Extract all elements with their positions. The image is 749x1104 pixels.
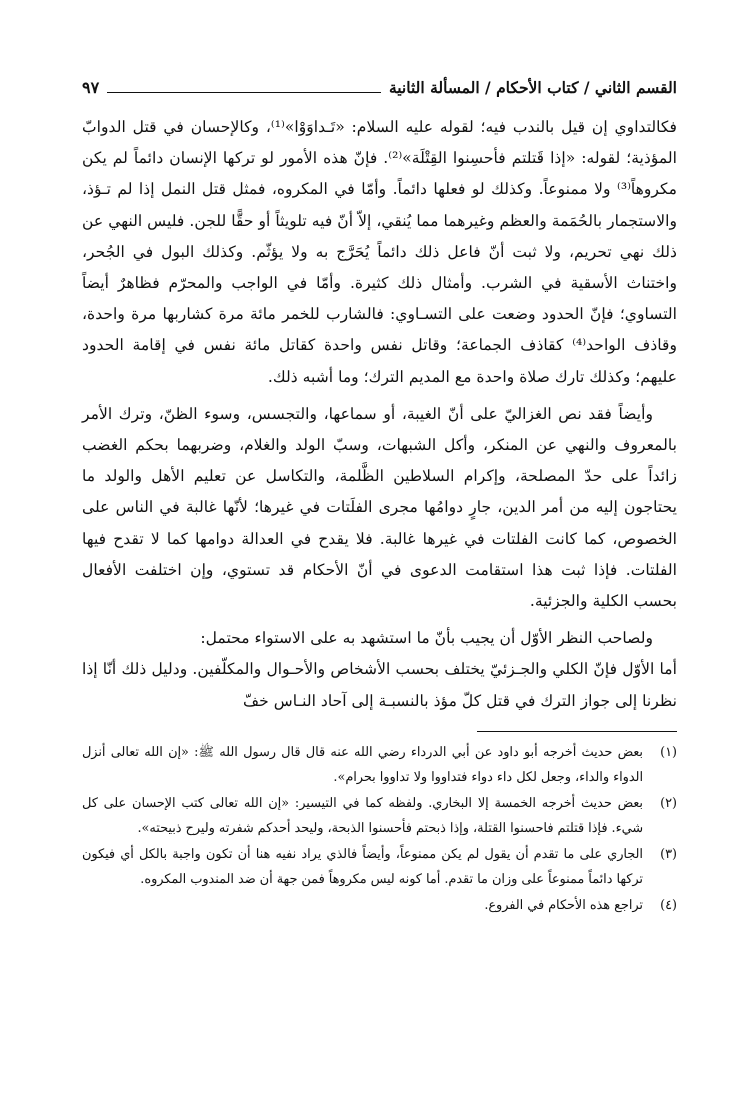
footnote-text: بعض حديث أخرجه أبو داود عن أبي الدرداء رضي الله عنه قال قال رسول الله ﷺ: «إن الله تعالى أنزل الدواء والداء، وجعل لكل داء دواء فتداووا ولا تداووا بحرام». xyxy=(82,744,643,786)
footnote-4 xyxy=(82,893,677,919)
footnote-number: (٢) xyxy=(660,795,677,811)
footnote-number: (١) xyxy=(660,744,677,760)
paragraph-3: ولصاحب النظر الأوّل أن يجيب بأنّ ما استشهد به على الاستواء محتمل: xyxy=(200,629,653,648)
footnote-separator xyxy=(477,731,677,732)
book-page xyxy=(82,74,677,918)
footnote-3 xyxy=(82,842,677,893)
footnotes xyxy=(82,740,677,919)
running-header xyxy=(82,74,677,100)
paragraph-4: أما الأوّل فإنّ الكلي والجـزئيّ يختلف بحسب الأشخاص والأحـوال والمكلّفين. ودليل ذلك أنّا إذا نظرنا إلى جواز الترك في قتل كلّ مؤذ بالنسبـة إلى آحاد النـاس خفّ xyxy=(82,660,677,710)
page-number: ٩٧ xyxy=(82,77,100,97)
main-text xyxy=(82,112,677,717)
footnote-text: بعض حديث أخرجه الخمسة إلا البخاري. ولفظه كما في التيسير: «إن الله تعالى كتب الإحسان على كل شيء. فإذا قتلتم فاحسنوا القتلة، وإذا ذبحتم فأحسنوا الذبحة، وليحد أحدكم شفرته وليرح ذبيحته». xyxy=(82,795,643,837)
header-title: القسم الثاني / كتاب الأحكام / المسألة الثانية xyxy=(388,77,677,97)
paragraph-2: وأيضاً فقد نص الغزاليّ على أنّ الغيبة، أو سماعها، والتجسس، وسوء الظنّ، وترك الأمر بالمعروف والنهي عن المنكر، وأكل الشبهات، وسبّ الولد والغلام، وضربهما بحكم الغضب زائداً على حدّ المصلحة، وإكرام السلاطين الظَّلمة، والتكاسل عن تعليم الأهل والولد ما يحتاجون إليه من أمر الدين، جارٍ دوامُها مجرى الفلَتات في غيرها؛ لأنّها غالبة في الناس على الخصوص، كما كانت الفلتات في غيرها غالبة. فلا يقدح في العدالة دوامها كما لا تقدح فيها الفلتات. فإذا ثبت هذا استقامت الدعوى في أنّ الأحكام قد تستوي، وإن اختلفت الأفعال بحسب الكلية والجزئية. xyxy=(82,404,677,611)
footnote-text: تراجع هذه الأحكام في الفروع. xyxy=(484,897,643,913)
footnote-number: (٣) xyxy=(660,846,677,862)
footnote-number: (٤) xyxy=(660,897,677,913)
header-rule xyxy=(107,82,381,93)
footnote-2 xyxy=(82,791,677,842)
paragraph-1: فكالتداوي إن قيل بالندب فيه؛ لقوله عليه السلام: «تَـداوَوْا»⁽¹⁾، وكالإحسان في قتل الدوابّ المؤذية؛ لقوله: «إذا قَتلتم فأحسِنوا القِتْلَة»⁽²⁾. فإنّ هذه الأمور لو تركها الإنسان دائماً لم يكن مكروهاً⁽³⁾ ولا ممنوعاً. وكذلك لو فعلها دائماً. وأمّا في المكروه، فمثل قتل النمل إذا لم تـؤذ، والاستجمار بالحُمَمة والعظم وغيرهما مما يُنقي، إلاّ أنّ فيه تلويثاً أو حقًّا للجن. فليس النهي عن ذلك نهي تحريم، ولا ثبت أنّ فاعل ذلك دائماً يُحَرَّج به ولا يؤثّم. وكذلك البول في الجُحر، واختناث الأسقية في الشرب. وأمثال ذلك كثيرة. وأمّا في الواجب والمحرّم فظاهرٌ أيضاً التساوي؛ فإنّ الحدود وضعت على التسـاوي: فالشارب للخمر مائة مرة كشاربها مرة واحدة، وقاذف الواحد⁽⁴⁾ كقاذف الجماعة؛ وقاتل نفس واحدة كقاتل مائة نفس في إقامة الحدود عليهم؛ وكذلك تارك صلاة واحدة مع المديم الترك؛ وما أشبه ذلك. xyxy=(82,118,677,386)
footnote-text: الجاري على ما تقدم أن يقول لم يكن ممنوعاً، وأيضاً فالذي يراد نفيه هنا أن تكون واجبة بالكل أي فيكون تركها دائماً ممنوعاً على وزان ما تقدم. أما كونه ليس مكروهاً فمن جهة أن ضد المندوب المكروه. xyxy=(82,846,643,888)
footnote-1 xyxy=(82,740,677,791)
